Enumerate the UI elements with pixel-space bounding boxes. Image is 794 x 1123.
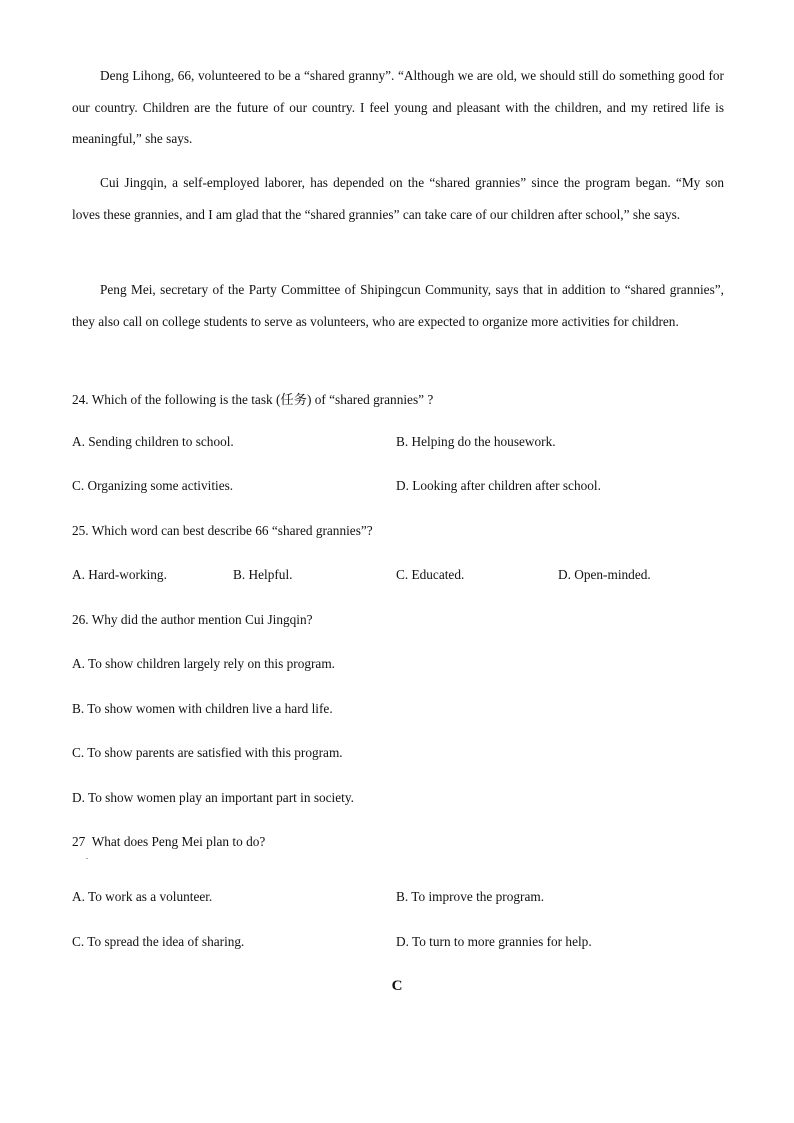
question-24-stem: 24. Which of the following is the task (任务) of “shared grannies” ? — [72, 392, 434, 407]
passage-paragraph-1: Deng Lihong, 66, volunteered to be a “shared granny”. “Although we are old, we should still do something good for our country. Children are the future of our country. I feel young and pleasant with the children, and my retired life is meaningful,” she says. — [72, 68, 724, 146]
question-24-option-c: C. Organizing some activities. — [72, 478, 234, 493]
passage-paragraph-3: Peng Mei, secretary of the Party Committee of Shipingcun Community, says that in addition to “shared grannies”, they also call on college students to serve as volunteers, who are expected to organize more activities for children. — [72, 282, 724, 329]
question-24-option-a: A. Sending children to school. — [72, 434, 234, 449]
question-27-option-d: D. To turn to more grannies for help. — [396, 934, 592, 949]
question-25-option-a: A. Hard-working. — [72, 567, 167, 582]
question-24-option-d: D. Looking after children after school. — [396, 478, 601, 493]
section-heading: C — [391, 978, 403, 994]
passage-paragraph-2: Cui Jingqin, a self-employed laborer, has depended on the “shared grannies” since the program began. “My son loves these grannies, and I am glad that the “shared grannies” can take care of our children after school,” she says. — [72, 175, 724, 222]
question-27-option-c: C. To spread the idea of sharing. — [72, 934, 245, 949]
question-27-option-b: B. To improve the program. — [396, 889, 545, 904]
question-27-stem: 27 What does Peng Mei plan to do? — [72, 834, 266, 849]
question-25-option-d: D. Open-minded. — [558, 567, 651, 582]
question-26-option-d: D. To show women play an important part in society. — [72, 790, 354, 805]
question-24-option-b: B. Helping do the housework. — [396, 434, 556, 449]
question-26-stem: 26. Why did the author mention Cui Jingqin? — [72, 612, 313, 627]
question-26-option-a: A. To show children largely rely on this program. — [72, 656, 335, 671]
question-27-option-a: A. To work as a volunteer. — [72, 889, 213, 904]
question-25-option-c: C. Educated. — [396, 567, 465, 582]
question-26-option-b: B. To show women with children live a hard life. — [72, 701, 333, 716]
question-26-option-c: C. To show parents are satisfied with this program. — [72, 745, 343, 760]
stray-dot-mark: . — [86, 852, 88, 861]
question-25-option-b: B. Helpful. — [233, 567, 293, 582]
question-25-stem: 25. Which word can best describe 66 “shared grannies”? — [72, 523, 373, 538]
